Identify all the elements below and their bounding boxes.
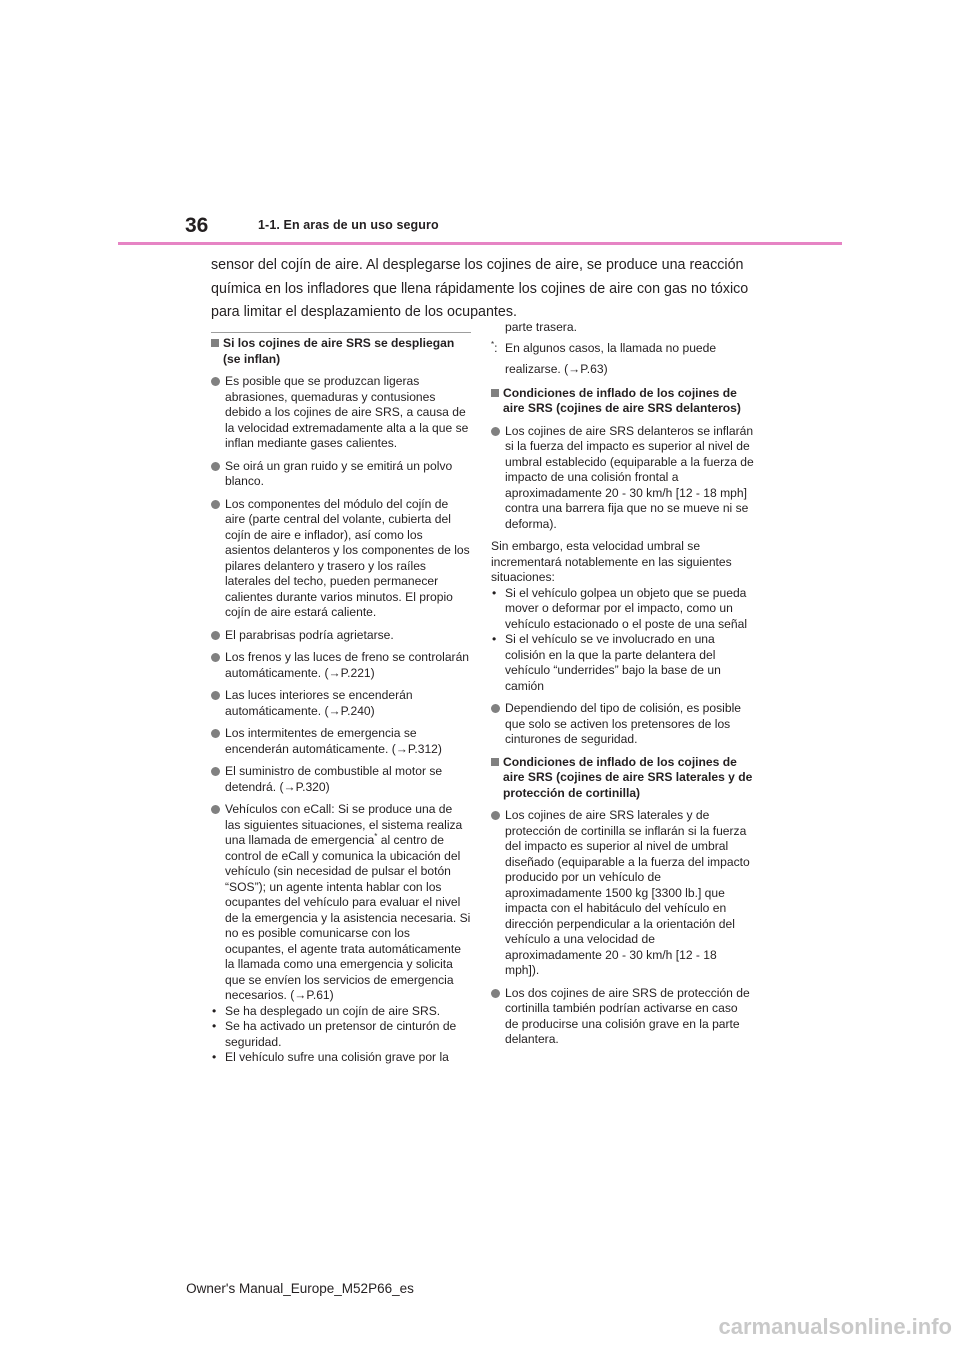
section-heading: Si los cojines de aire SRS se despliegan (se inflan) <box>211 336 471 367</box>
list-item: Los cojines de aire SRS delanteros se inflarán si la fuerza del impacto es superior al nivel de umbral establecido (equiparable a la fuerza de impacto de una colisión frontal a aproximadamente 20 - 30 km/h [12 - 18 mph] contra una barrera fija que no se mueve ni se deforma). <box>491 424 754 533</box>
list-item: Los cojines de aire SRS laterales y de protección de cortinilla se inflarán si la fuerza del impacto es superior al nivel de umbral diseñado (equiparable a la fuerza del impacto producido por un vehículo de aproximadamente 1500 kg [3300 lb.] que impacta con el habitáculo del vehículo en dirección perpendicular a la orientación del vehículo a una velocidad de aproximadamente 20 - 30 km/h [12 - 18 mph]). <box>491 808 754 979</box>
right-column <box>491 320 754 1055</box>
list-item: Dependiendo del tipo de colisión, es posible que solo se activen los pretensores de los cinturones de seguridad. <box>491 701 754 748</box>
sub-bullet-marker: • <box>212 1050 217 1064</box>
section-heading: Condiciones de inflado de los cojines de aire SRS (cojines de aire SRS delanteros) <box>491 386 754 417</box>
round-bullet-icon <box>491 989 500 998</box>
list-item: Los dos cojines de aire SRS de protección de cortinilla también podrían activarse en caso de producirse una colisión grave en la parte delantera. <box>491 986 754 1048</box>
footnote-marker: * <box>374 831 378 841</box>
intro-paragraph: sensor del cojín de aire. Al desplegarse los cojines de aire, se produce una reacción química en los infladores que llena rápidamente los cojines de aire con gas no tóxico para limitar el desplazamiento de los ocupantes. <box>211 257 749 320</box>
round-bullet-icon <box>211 805 220 814</box>
sub-item: • Se ha desplegado un cojín de aire SRS. <box>212 1003 441 1018</box>
square-bullet-icon <box>491 758 499 766</box>
continued-text: parte trasera. <box>505 320 577 334</box>
section-title: 1-1. En aras de un uso seguro <box>258 218 439 232</box>
ecall-item: Vehículos con eCall: Si se produce una de las siguientes situaciones, el sistema realiza una llamada de emergencia* al centro de control de eCall y comunica la ubicación del vehículo (sin necesidad de pulsar el botón “SOS”); un agente intenta hablar con los ocupantes del vehículo para evaluar el nivel de la emergencia y la asistencia necesaria. Si no es posible comunicarse con los ocupantes, el agente trata automáticamente la llamada como una emergencia y solicita que se envíen los servicios de emergencia necesarios. (→P.61) <box>211 802 471 1004</box>
sub-item: • Si el vehículo golpea un objeto que se pueda mover o deformar por el impacto, como un vehículo estacionado o el poste de una señal <box>492 585 748 631</box>
watermark: carmanualsonline.info <box>718 1314 952 1339</box>
body-paragraph: Sin embargo, esta velocidad umbral se incrementará notablemente en las siguientes situaciones: <box>491 539 732 584</box>
sub-bullet-marker: • <box>212 1019 217 1033</box>
sub-item: • Se ha activado un pretensor de cinturón de seguridad. <box>212 1019 457 1049</box>
sub-item: • Si el vehículo se ve involucrado en una colisión en la que la parte delantera del vehículo “underrides” bajo la base de un camión <box>492 632 721 693</box>
list-item: Se oirá un gran ruido y se emitirá un polvo blanco. <box>211 459 471 490</box>
round-bullet-icon <box>211 377 220 386</box>
round-bullet-icon <box>211 462 220 471</box>
round-bullet-icon <box>211 500 220 509</box>
round-bullet-icon <box>491 427 500 436</box>
round-bullet-icon <box>491 704 500 713</box>
round-bullet-icon <box>211 767 220 776</box>
footnote-marker: * <box>491 339 495 349</box>
footer-text: Owner's Manual_Europe_M52P66_es <box>186 1281 414 1296</box>
sub-bullet-marker: • <box>212 1003 217 1018</box>
list-item: Es posible que se produzcan ligeras abrasiones, quemaduras y contusiones debido a los cojines de aire SRS, a causa de la velocidad extremadamente alta a la que se inflan mediante gases calientes. <box>211 374 471 452</box>
list-item: Las luces interiores se encenderán automáticamente. (→P.240) <box>211 688 471 719</box>
round-bullet-icon <box>491 811 500 820</box>
list-item: El suministro de combustible al motor se detendrá. (→P.320) <box>211 764 471 795</box>
sub-bullet-marker: • <box>492 632 497 646</box>
section-heading: Condiciones de inflado de los cojines de aire SRS (cojines de aire SRS laterales y de protección de cortinilla) <box>491 755 754 802</box>
list-item: Los componentes del módulo del cojín de aire (parte central del volante, cubierta del cojín de aire e inflador), así como los asientos delanteros y los componentes de los pilares delantero y trasero y los raíles laterales del techo, pueden permanecer calientes durante varios minutos. El propio cojín de aire estará caliente. <box>211 497 471 621</box>
sub-item: • El vehículo sufre una colisión grave por la <box>212 1050 449 1064</box>
square-bullet-icon <box>211 339 219 347</box>
list-item: Los frenos y las luces de freno se controlarán automáticamente. (→P.221) <box>211 650 471 681</box>
round-bullet-icon <box>211 691 220 700</box>
left-column <box>211 332 471 1066</box>
list-item: Los intermitentes de emergencia se encenderán automáticamente. (→P.312) <box>211 726 471 757</box>
footnote: *: En algunos casos, la llamada no puede realizarse. (→P.63) <box>491 339 717 376</box>
square-bullet-icon <box>491 389 499 397</box>
page-number: 36 <box>185 214 209 237</box>
round-bullet-icon <box>211 729 220 738</box>
sub-bullet-marker: • <box>492 585 497 600</box>
round-bullet-icon <box>211 653 220 662</box>
list-item: El parabrisas podría agrietarse. <box>211 628 471 644</box>
header-rule <box>118 242 842 245</box>
round-bullet-icon <box>211 631 220 640</box>
